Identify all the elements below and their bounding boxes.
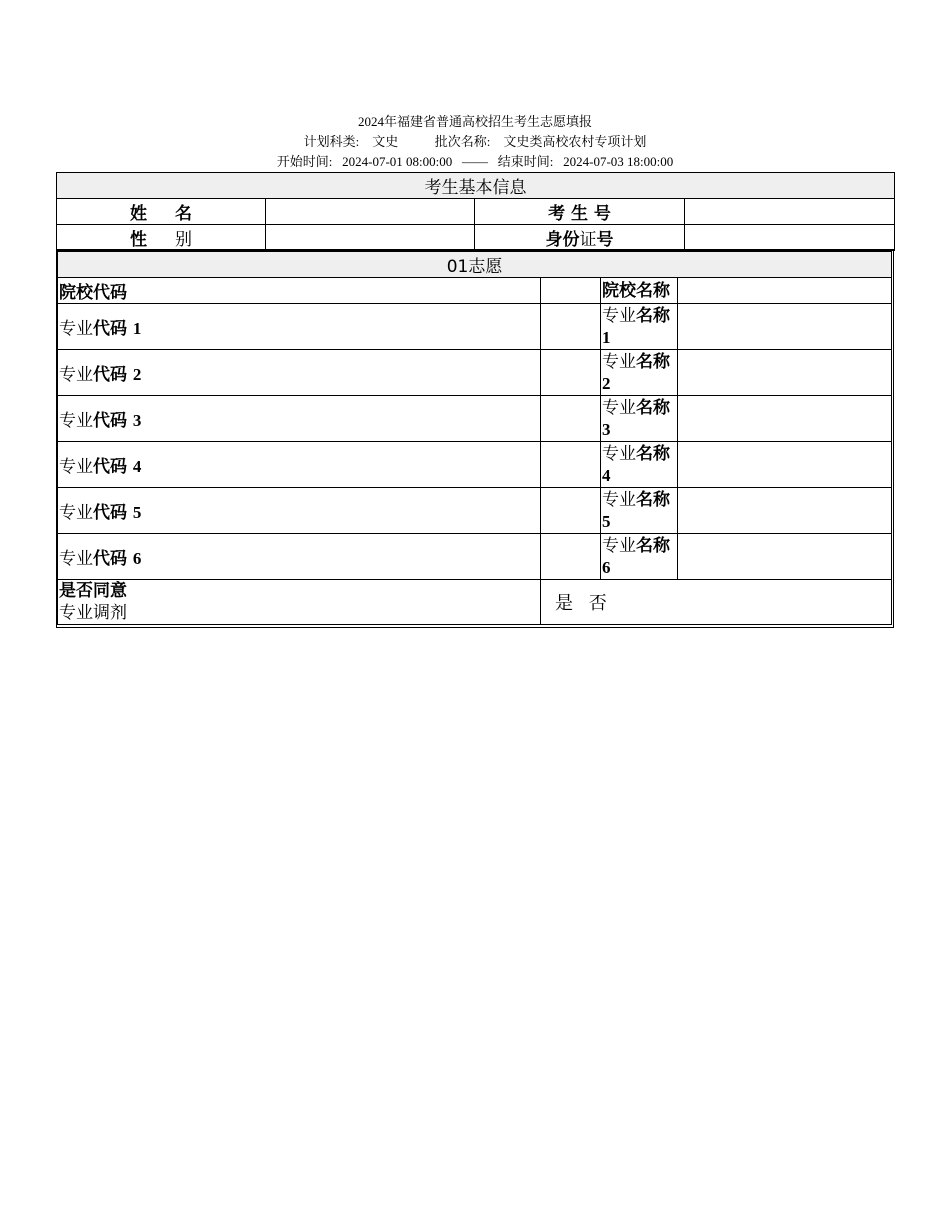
major-code-value[interactable] xyxy=(541,396,601,442)
major-name-label: 专业名称 5 xyxy=(601,488,678,534)
basic-info-table xyxy=(56,172,895,251)
major-row xyxy=(58,488,892,534)
start-time-label: 开始时间: xyxy=(276,154,333,169)
major-name-value[interactable] xyxy=(678,534,892,580)
gender-value[interactable] xyxy=(266,225,475,251)
major-code-value[interactable] xyxy=(541,350,601,396)
major-adjust-options xyxy=(541,580,892,625)
adjust-no-option[interactable]: 否 xyxy=(588,593,607,614)
form-header xyxy=(0,112,950,172)
major-row xyxy=(58,534,892,580)
major-name-value[interactable] xyxy=(678,442,892,488)
batch-value: 文史类高校农村专项计划 xyxy=(503,134,647,149)
major-row xyxy=(58,396,892,442)
school-code-value[interactable] xyxy=(541,278,601,304)
major-code-label: 专业代码 3 xyxy=(58,396,541,442)
plan-category-label: 计划科类: xyxy=(303,134,360,149)
basic-info-title: 考生基本信息 xyxy=(57,173,895,199)
choice-section xyxy=(56,249,894,628)
school-code-label: 院校代码 xyxy=(58,278,541,304)
major-name-label: 专业名称 3 xyxy=(601,396,678,442)
end-time-label: 结束时间: xyxy=(497,154,554,169)
plan-batch-line xyxy=(0,132,950,152)
batch-label: 批次名称: xyxy=(434,134,491,149)
major-code-label: 专业代码 2 xyxy=(58,350,541,396)
major-code-value[interactable] xyxy=(541,442,601,488)
id-number-value[interactable] xyxy=(685,225,895,251)
major-name-label: 专业名称 1 xyxy=(601,304,678,350)
name-value[interactable] xyxy=(266,199,475,225)
major-row xyxy=(58,304,892,350)
end-time-value: 2024-07-03 18:00:00 xyxy=(563,154,674,169)
major-name-value[interactable] xyxy=(678,350,892,396)
exam-number-value[interactable] xyxy=(685,199,895,225)
major-row xyxy=(58,350,892,396)
school-name-label: 院校名称 xyxy=(601,278,678,304)
major-row xyxy=(58,442,892,488)
major-name-label: 专业名称 2 xyxy=(601,350,678,396)
plan-category-value: 文史 xyxy=(372,134,399,149)
id-number-label: 身份证号 xyxy=(475,225,685,251)
major-code-value[interactable] xyxy=(541,488,601,534)
major-code-label: 专业代码 6 xyxy=(58,534,541,580)
major-name-value[interactable] xyxy=(678,488,892,534)
major-adjust-label: 是否同意 专业调剂 xyxy=(58,580,541,625)
major-name-value[interactable] xyxy=(678,304,892,350)
exam-number-label: 考 生 号 xyxy=(475,199,685,225)
major-code-value[interactable] xyxy=(541,534,601,580)
major-code-label: 专业代码 4 xyxy=(58,442,541,488)
major-code-label: 专业代码 1 xyxy=(58,304,541,350)
time-dash: —— xyxy=(462,154,488,169)
start-time-value: 2024-07-01 08:00:00 xyxy=(342,154,453,169)
school-name-value[interactable] xyxy=(678,278,892,304)
name-label: 姓 名 xyxy=(57,199,266,225)
choice-table xyxy=(57,251,892,625)
adjust-yes-option[interactable]: 是 xyxy=(555,593,573,614)
gender-label: 性 别 xyxy=(57,225,266,251)
choice-title: 01志愿 xyxy=(58,252,892,278)
form-title: 2024年福建省普通高校招生考生志愿填报 xyxy=(357,114,592,129)
major-name-label: 专业名称 6 xyxy=(601,534,678,580)
major-name-value[interactable] xyxy=(678,396,892,442)
time-line xyxy=(0,152,950,172)
major-code-label: 专业代码 5 xyxy=(58,488,541,534)
major-name-label: 专业名称 4 xyxy=(601,442,678,488)
major-code-value[interactable] xyxy=(541,304,601,350)
